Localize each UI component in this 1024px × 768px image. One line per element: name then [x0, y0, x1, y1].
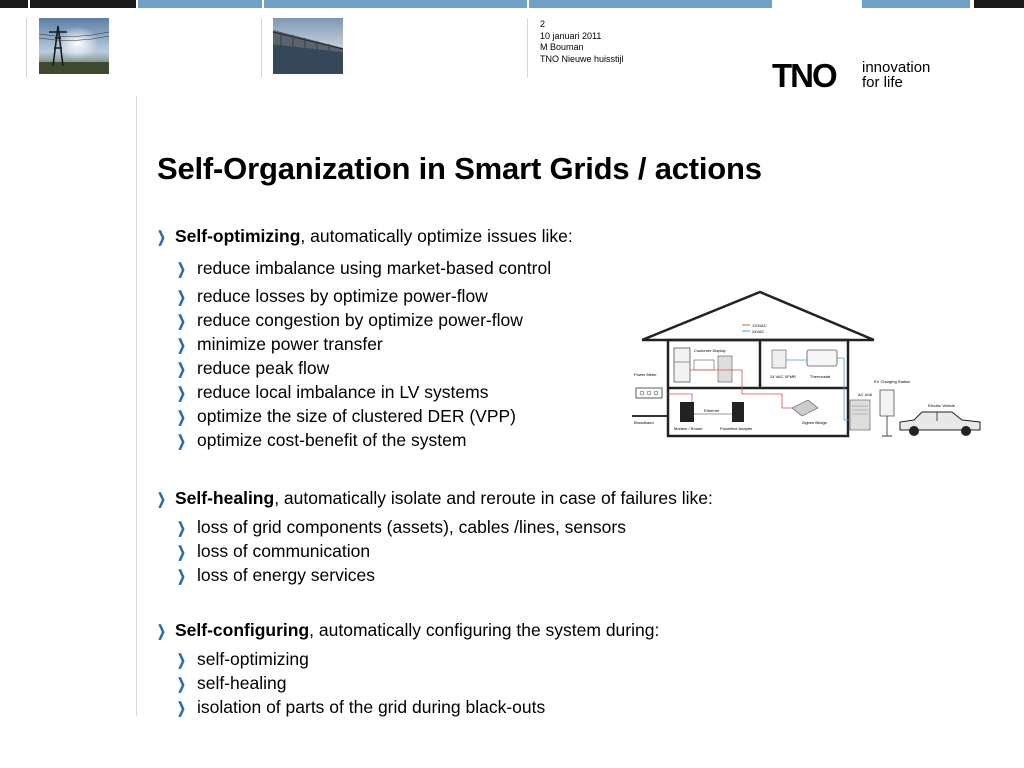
logo-tagline-1: innovation [862, 59, 931, 76]
legend-120vac: 120VAC [752, 323, 767, 328]
list-item [177, 649, 309, 670]
chevron-right-icon: ❯ [177, 568, 186, 585]
slide-number: 2 [540, 19, 546, 29]
label-zigbee-bridge: Zigbee Bridge [802, 420, 827, 425]
list-item-text: reduce peak flow [197, 358, 330, 378]
label-ev-station: EV Charging Station [874, 379, 911, 384]
list-item-text: reduce congestion by optimize power-flow [197, 310, 523, 330]
chevron-right-icon: ❯ [157, 491, 166, 508]
header-divider [261, 18, 262, 78]
slide-meta [540, 19, 624, 65]
list-item-text: loss of communication [197, 541, 371, 561]
transformer-icon [772, 350, 786, 368]
list-item [177, 334, 383, 355]
list-item [177, 286, 488, 307]
section-heading: Self-configuring [175, 620, 310, 640]
section-text: , automatically optimize issues like: [300, 226, 573, 246]
list-item [177, 430, 466, 451]
list-item [177, 673, 287, 694]
slide-template: TNO Nieuwe huisstijl [540, 53, 624, 64]
computer-monitor-icon [694, 360, 714, 370]
section-heading: Self-optimizing [175, 226, 301, 246]
list-item [177, 406, 516, 427]
slide-author: M Bouman [540, 42, 584, 52]
list-item-text: isolation of parts of the grid during black-outs [197, 697, 546, 717]
list-item-text: optimize the size of clustered DER (VPP) [197, 406, 517, 426]
logo-tagline [862, 60, 930, 90]
left-rule [136, 96, 137, 716]
label-customer-display: Customer Display [694, 348, 726, 353]
chevron-right-icon: ❯ [177, 544, 186, 561]
chevron-right-icon: ❯ [177, 361, 186, 378]
header-divider [527, 18, 528, 78]
list-item [177, 358, 329, 379]
chevron-right-icon: ❯ [177, 289, 186, 306]
refrigerator-icon [674, 348, 690, 382]
ev-charging-station-icon [880, 390, 894, 416]
label-electric-vehicle: Electric Vehicle [928, 403, 956, 408]
list-item-text: reduce losses by optimize power-flow [197, 286, 488, 306]
list-item-text: self-healing [197, 673, 287, 693]
legend-24vac: 24VAC [752, 329, 765, 334]
label-modem-router: Modem / Router [674, 426, 703, 431]
section-text: , automatically isolate and reroute in case of failures like: [274, 488, 713, 508]
chevron-right-icon: ❯ [177, 313, 186, 330]
label-ethernet: Ethernet [704, 408, 720, 413]
chevron-right-icon: ❯ [177, 520, 186, 537]
chevron-right-icon: ❯ [157, 229, 166, 246]
smart-home-diagram [632, 290, 984, 440]
section-text: , automatically configuring the system during: [309, 620, 660, 640]
list-item-text: optimize cost-benefit of the system [197, 430, 467, 450]
logo-wordmark: TNO [772, 57, 836, 94]
power-tower-photo [39, 18, 109, 74]
section-heading: Self-healing [175, 488, 275, 508]
list-item [177, 258, 551, 279]
label-ac-unit: AC Unit [858, 392, 872, 397]
list-item-text: reduce local imbalance in LV systems [197, 382, 489, 402]
header-divider [26, 18, 27, 78]
list-item-text: minimize power transfer [197, 334, 383, 354]
list-item [177, 697, 545, 718]
zigbee-bridge-icon [792, 400, 818, 416]
section-self-configuring [157, 620, 659, 641]
slide-date: 10 januari 2011 [540, 30, 602, 41]
chevron-right-icon: ❯ [177, 700, 186, 717]
bridge-photo [273, 18, 343, 74]
label-broadband: Broadband [634, 420, 654, 425]
label-powerline-adapter: Powerline Adapter [720, 426, 753, 431]
list-item-text: loss of grid components (assets), cables /lines, sensors [197, 517, 626, 537]
chevron-right-icon: ❯ [177, 337, 186, 354]
thermostat-icon [807, 350, 837, 366]
chevron-right-icon: ❯ [157, 623, 166, 640]
chevron-right-icon: ❯ [177, 385, 186, 402]
tno-logo [772, 58, 972, 92]
chevron-right-icon: ❯ [177, 409, 186, 426]
chevron-right-icon: ❯ [177, 261, 186, 278]
ac-unit-icon [850, 400, 870, 430]
list-item [177, 310, 523, 331]
chevron-right-icon: ❯ [177, 652, 186, 669]
label-thermostat: Thermostat [810, 374, 831, 379]
section-self-optimizing [157, 226, 573, 247]
label-24vac-xfmr: 24 VAC XFMR [770, 374, 796, 379]
logo-tagline-2: for life [862, 74, 903, 91]
list-item-text: loss of energy services [197, 565, 375, 585]
washer-icon [718, 356, 732, 382]
powerline-adapter-icon [732, 402, 744, 422]
list-item-text: self-optimizing [197, 649, 309, 669]
modem-router-icon [680, 402, 694, 422]
list-item [177, 565, 375, 586]
list-item [177, 382, 488, 403]
slide-title: Self-Organization in Smart Grids / actions [157, 151, 762, 186]
list-item [177, 541, 370, 562]
section-self-healing [157, 488, 713, 509]
label-power-meter: Power Meter [634, 372, 657, 377]
list-item-text: reduce imbalance using market-based control [197, 258, 552, 278]
chevron-right-icon: ❯ [177, 433, 186, 450]
chevron-right-icon: ❯ [177, 676, 186, 693]
list-item [177, 517, 626, 538]
